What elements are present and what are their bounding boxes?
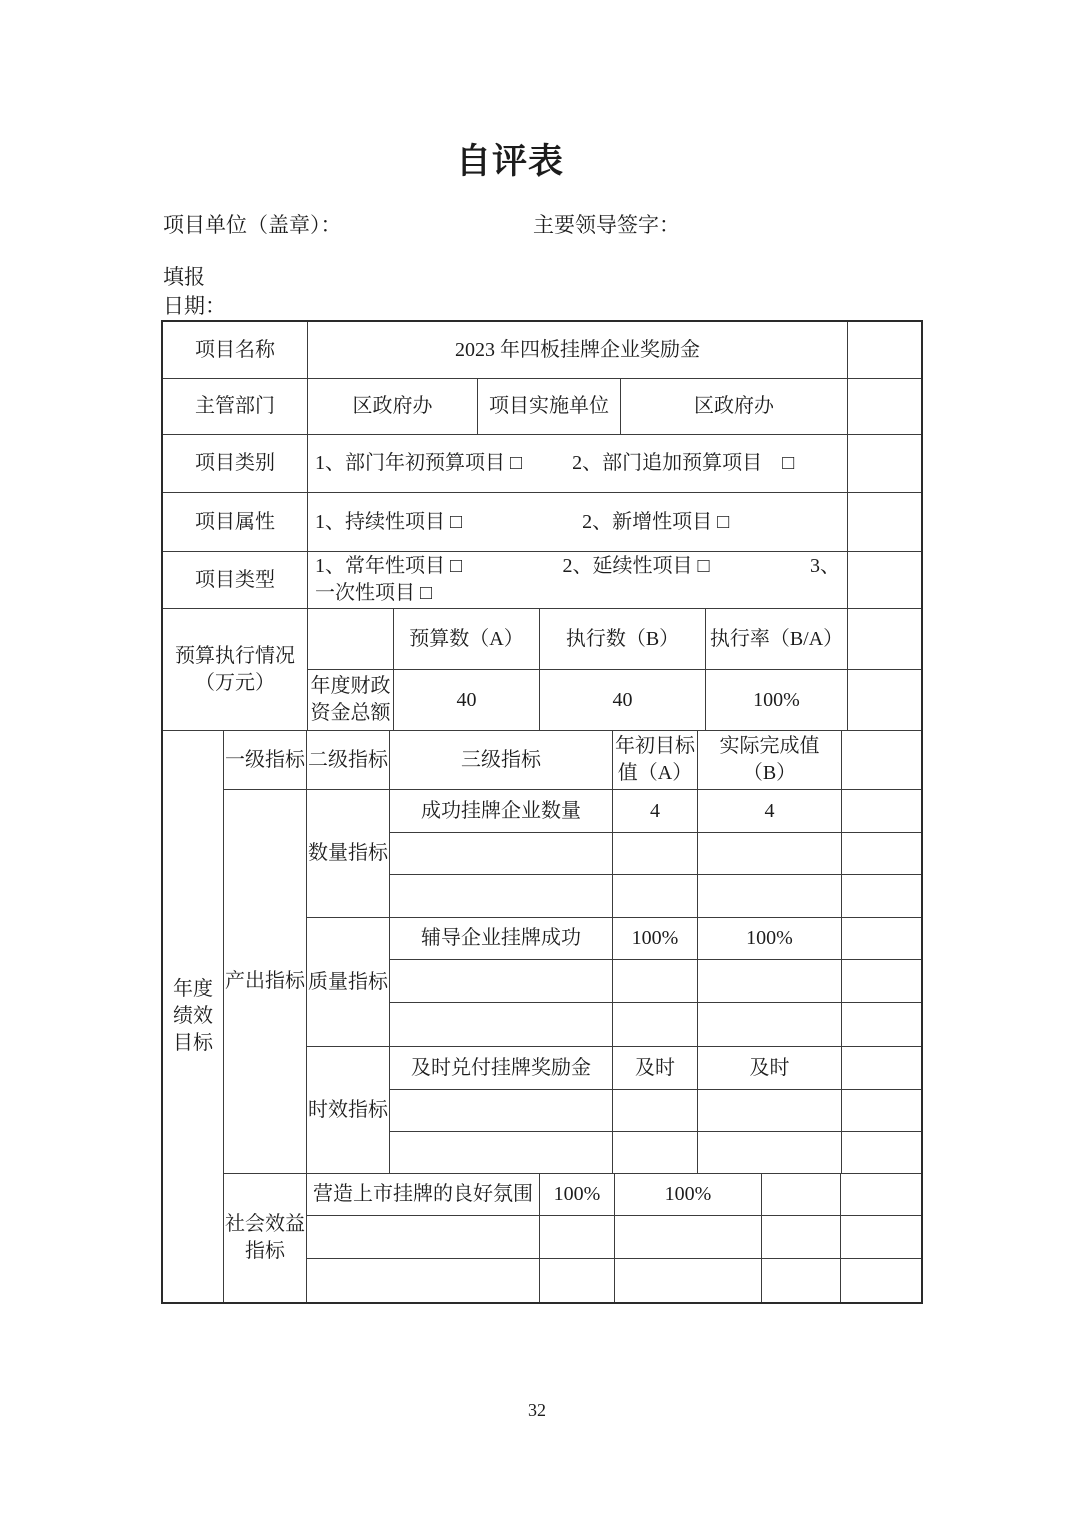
empty-cell [842, 790, 921, 833]
indicator-cell [390, 1003, 613, 1047]
table-row [307, 1216, 921, 1259]
target-cell [613, 833, 698, 875]
target-cell [613, 960, 698, 1003]
table-row [390, 960, 921, 1003]
type-option-1: 1、常年性项目 □ [315, 555, 463, 577]
type-option-3-prefix: 3、 [810, 555, 840, 577]
attribute-option-1: 1、持续性项目 □ [315, 510, 463, 533]
table-row [390, 790, 921, 833]
unit-seal-label: 项目单位（盖章）： [163, 213, 342, 237]
type-options [308, 552, 848, 609]
empty-cell [848, 322, 921, 379]
table-row [390, 918, 921, 960]
project-name-value: 2023 年四板挂牌企业奖励金 [308, 322, 848, 379]
type-option-3-rest: 一次性项目 □ [315, 582, 433, 604]
target-cell [613, 1090, 698, 1132]
empty-cell [762, 1216, 841, 1259]
row-departments [163, 379, 921, 435]
table-row [390, 1132, 921, 1174]
social-benefit-label-line1: 社会效益 [225, 1213, 305, 1235]
category-option-2: 2、部门追加预算项目 □ [572, 452, 795, 474]
row-type [163, 552, 921, 609]
page-title: 自评表 [455, 142, 564, 181]
table-row [390, 1047, 921, 1090]
actual-cell [615, 1216, 762, 1259]
annual-funds-label-line2: 资金总额 [310, 702, 391, 724]
target-cell: 及时 [613, 1047, 698, 1090]
category-label: 项目类别 [163, 435, 308, 493]
type-options-line2 [308, 580, 847, 607]
quantity-label: 数量指标 [307, 790, 390, 918]
fill-date-line2: 日期： [163, 294, 226, 318]
budget-col-rate-header: 执行率（B/A） [706, 609, 848, 670]
annual-performance-label [163, 731, 224, 1302]
empty-cell [848, 435, 921, 493]
empty-cell [842, 1003, 921, 1047]
target-cell: 100% [613, 918, 698, 960]
table-row [390, 875, 921, 918]
target-cell: 4 [613, 790, 698, 833]
header-level1: 一级指标 [224, 731, 307, 790]
empty-cell [842, 731, 921, 790]
attribute-label: 项目属性 [163, 493, 308, 552]
empty-cell [842, 1090, 921, 1132]
actual-cell [698, 1090, 842, 1132]
impl-unit-value: 区政府办 [621, 379, 848, 435]
row-project-name [163, 322, 921, 379]
target-cell [613, 875, 698, 918]
type-option-2: 2、延续性项目 □ [562, 555, 710, 577]
row-attribute [163, 493, 921, 552]
level1-output-label: 产出指标 [224, 790, 307, 1174]
target-cell [540, 1216, 615, 1259]
actual-cell: 4 [698, 790, 842, 833]
header-level3: 三级指标 [390, 731, 613, 790]
indicator-cell [390, 1132, 613, 1174]
empty-cell [848, 379, 921, 435]
indicator-cell: 营造上市挂牌的良好氛围 [307, 1174, 540, 1216]
target-cell [540, 1259, 615, 1302]
budget-value-row [308, 670, 921, 731]
quality-label: 质量指标 [307, 918, 390, 1047]
empty-cell [848, 670, 921, 731]
budget-exec-label-line2: （万元） [195, 671, 275, 694]
budget-header-row [308, 609, 921, 670]
timeliness-rows [390, 1047, 921, 1174]
table-row [307, 1174, 921, 1216]
budget-value-a: 40 [394, 670, 540, 731]
performance-grid [224, 731, 921, 1302]
empty-cell [841, 1259, 921, 1302]
budget-value-b: 40 [540, 670, 706, 731]
indicator-cell [390, 960, 613, 1003]
quantity-rows [390, 790, 921, 918]
indicator-cell: 及时兑付挂牌奖励金 [390, 1047, 613, 1090]
impl-unit-label: 项目实施单位 [478, 379, 621, 435]
indicator-cell [390, 875, 613, 918]
indicator-cell: 成功挂牌企业数量 [390, 790, 613, 833]
empty-cell [841, 1174, 921, 1216]
empty-cell [848, 493, 921, 552]
indicator-cell [307, 1259, 540, 1302]
category-option-1: 1、部门年初预算项目 □ [315, 452, 523, 474]
attribute-option-2: 2、新增性项目 □ [582, 510, 730, 533]
empty-cell [842, 918, 921, 960]
type-label: 项目类型 [163, 552, 308, 609]
performance-section [163, 731, 921, 1302]
social-benefit-label-line2: 指标 [245, 1240, 285, 1262]
empty-cell [842, 875, 921, 918]
fill-date-label [163, 263, 226, 321]
indicator-cell: 辅导企业挂牌成功 [390, 918, 613, 960]
indicator-cell [390, 833, 613, 875]
actual-cell: 及时 [698, 1047, 842, 1090]
budget-value-rate: 100% [706, 670, 848, 731]
table-row [390, 833, 921, 875]
timeliness-label: 时效指标 [307, 1047, 390, 1174]
actual-cell: 100% [615, 1174, 762, 1216]
budget-col-b-header: 执行数（B） [540, 609, 706, 670]
target-cell: 100% [540, 1174, 615, 1216]
social-benefit-block [224, 1174, 921, 1302]
social-benefit-label [224, 1174, 307, 1302]
project-name-label: 项目名称 [163, 322, 308, 379]
empty-cell [842, 1047, 921, 1090]
annual-performance-line1: 年度 [173, 978, 213, 1000]
target-cell [613, 1003, 698, 1047]
supervisor-dept-value: 区政府办 [308, 379, 478, 435]
indicator-cell [307, 1216, 540, 1259]
budget-section [163, 609, 921, 731]
quality-group [307, 918, 921, 1047]
empty-cell [848, 609, 921, 670]
empty-cell [308, 609, 394, 670]
timeliness-group [307, 1047, 921, 1174]
header-level2: 二级指标 [307, 731, 390, 790]
table-row [390, 1090, 921, 1132]
indicator-cell [390, 1090, 613, 1132]
type-options-line1 [308, 553, 847, 580]
output-indicator-block [224, 790, 921, 1174]
supervisor-dept-label: 主管部门 [163, 379, 308, 435]
table-row [390, 1003, 921, 1047]
empty-cell [762, 1174, 841, 1216]
actual-cell [615, 1259, 762, 1302]
empty-cell [842, 1132, 921, 1174]
budget-exec-label [163, 609, 308, 731]
empty-cell [762, 1259, 841, 1302]
row-category [163, 435, 921, 493]
fill-date-line1: 填报 [163, 265, 205, 289]
table-row [307, 1259, 921, 1302]
empty-cell [842, 833, 921, 875]
actual-cell [698, 875, 842, 918]
budget-col-a-header: 预算数（A） [394, 609, 540, 670]
budget-grid [308, 609, 921, 731]
header-target-value: 年初目标值（A） [613, 731, 698, 790]
actual-cell [698, 1003, 842, 1047]
empty-cell [842, 960, 921, 1003]
actual-cell [698, 1132, 842, 1174]
social-benefit-rows [307, 1174, 921, 1302]
leader-signature-label: 主要领导签字： [533, 213, 680, 237]
actual-cell [698, 960, 842, 1003]
quantity-group [307, 790, 921, 918]
quality-rows [390, 918, 921, 1047]
budget-exec-label-line1: 预算执行情况 [175, 644, 295, 667]
annual-performance-line3: 目标 [173, 1032, 213, 1054]
actual-cell [698, 833, 842, 875]
annual-performance-line2: 绩效 [173, 1005, 213, 1027]
page-number: 32 [528, 1400, 546, 1420]
category-options [308, 435, 848, 493]
header-actual-value: 实际完成值（B） [698, 731, 842, 790]
annual-funds-label-line1: 年度财政 [310, 675, 391, 697]
empty-cell [848, 552, 921, 609]
output-groups [307, 790, 921, 1174]
target-cell [613, 1132, 698, 1174]
annual-funds-label [308, 670, 394, 731]
actual-cell: 100% [698, 918, 842, 960]
attribute-options [308, 493, 848, 552]
self-evaluation-table [161, 320, 923, 1304]
empty-cell [841, 1216, 921, 1259]
indicator-header-row [224, 731, 921, 790]
